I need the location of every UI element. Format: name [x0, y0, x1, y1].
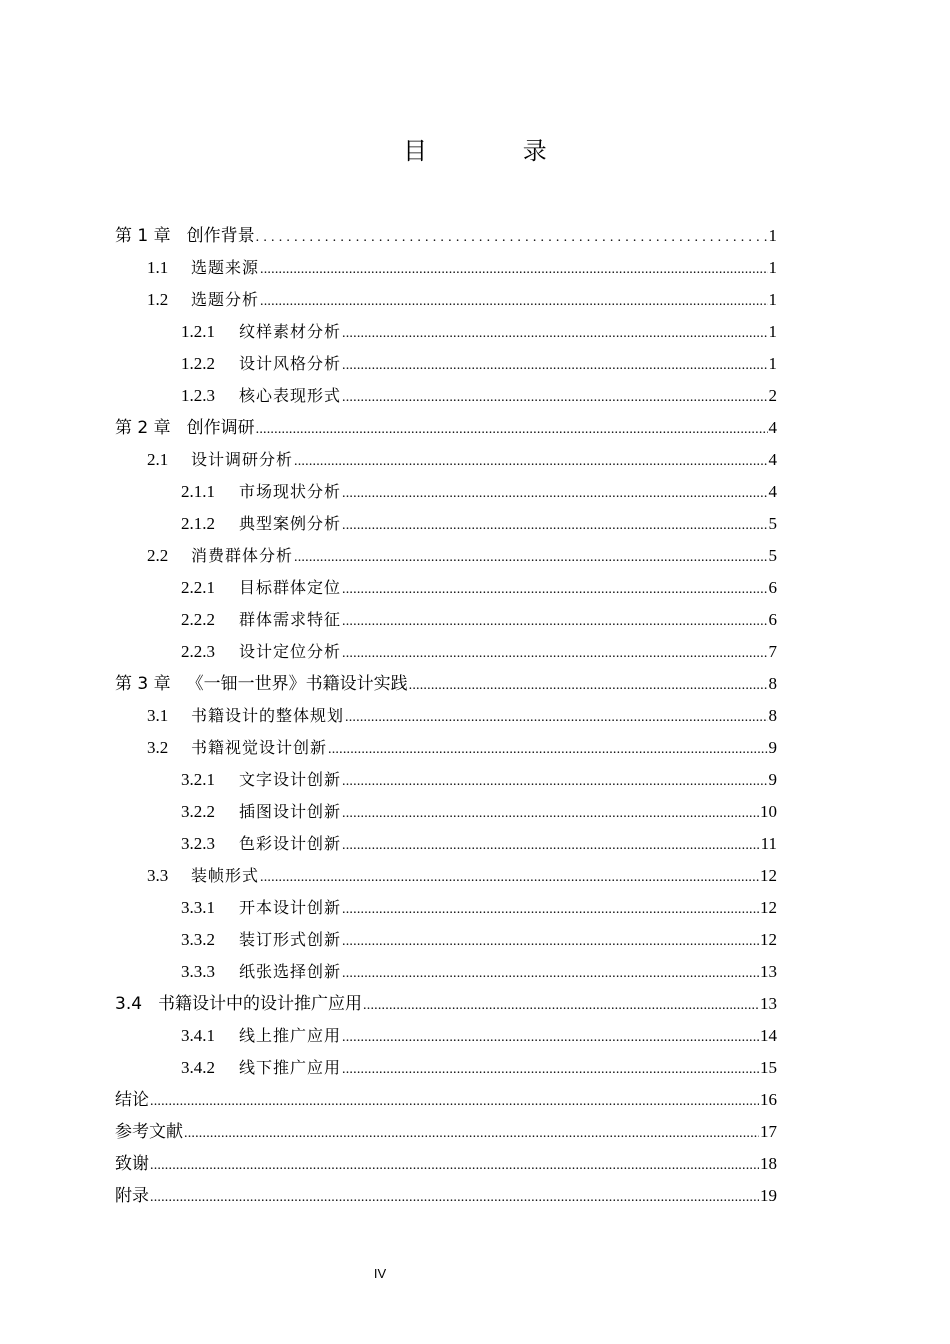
toc-entry-label: 选题分析 — [191, 290, 260, 309]
toc-entry-label: 《一钿一世界》书籍设计实践 — [186, 674, 408, 694]
toc-entry-number: 3.3.1 — [181, 898, 215, 917]
toc-entry-page: 8 — [768, 674, 777, 693]
toc-dot-leader — [342, 350, 767, 382]
toc-entry-label: 纸张选择创新 — [239, 962, 342, 981]
toc-entry[interactable] — [115, 1148, 777, 1180]
toc-entry-label: 典型案例分析 — [239, 514, 342, 533]
toc-dot-leader — [294, 542, 767, 574]
toc-dot-leader — [150, 1150, 759, 1182]
toc-entry-label: 目标群体定位 — [239, 578, 342, 597]
toc-entry-page: 13 — [760, 962, 777, 981]
toc-entry-label: 消费群体分析 — [191, 546, 294, 565]
toc-entry-label: 装帧形式 — [191, 866, 260, 885]
toc-entry-label: 创作调研 — [186, 418, 255, 438]
toc-entry[interactable] — [115, 1116, 777, 1148]
toc-dot-leader — [294, 446, 767, 478]
toc-dot-leader — [342, 638, 767, 670]
toc-dot-leader — [409, 670, 768, 702]
toc-dot-leader — [342, 574, 767, 606]
toc-entry[interactable] — [115, 444, 777, 476]
toc-dot-leader — [342, 830, 760, 862]
toc-entry-page: 4 — [768, 418, 777, 437]
toc-dot-leader — [150, 1182, 759, 1214]
toc-entry[interactable] — [115, 604, 777, 636]
toc-entry-label: 设计调研分析 — [191, 450, 294, 469]
toc-entry[interactable] — [115, 796, 777, 828]
toc-entry-page: 19 — [760, 1186, 777, 1205]
toc-entry[interactable] — [115, 700, 777, 732]
toc-dot-leader — [260, 862, 759, 894]
toc-dot-leader — [256, 414, 768, 446]
toc-entry-page: 5 — [768, 514, 777, 533]
toc-entry-page: 4 — [768, 482, 777, 501]
toc-entry-number: 1.2 — [147, 290, 169, 309]
toc-dot-leader — [342, 926, 759, 958]
toc-entry[interactable] — [115, 412, 777, 444]
toc-entry[interactable] — [115, 892, 777, 924]
toc-entry-number: 2.1.2 — [181, 514, 215, 533]
toc-dot-leader — [342, 478, 767, 510]
toc-entry-label: 装订形式创新 — [239, 930, 342, 949]
toc-entry[interactable] — [115, 348, 777, 380]
toc-dot-leader — [150, 1086, 759, 1118]
toc-entry-page: 1 — [768, 290, 777, 309]
toc-entry-number: 2.2.2 — [181, 610, 215, 629]
toc-entry-page: 4 — [768, 450, 777, 469]
toc-entry[interactable] — [115, 1084, 777, 1116]
toc-entry-page: 1 — [768, 354, 777, 373]
toc-entry-label: 结论 — [115, 1090, 149, 1110]
toc-entry-label: 纹样素材分析 — [239, 322, 342, 341]
toc-entry-page: 1 — [768, 258, 777, 277]
toc-entry[interactable] — [115, 636, 777, 668]
toc-entry-page: 8 — [768, 706, 777, 725]
toc-entry-number: 3.3.3 — [181, 962, 215, 981]
toc-entry-number: 3.2.3 — [181, 834, 215, 853]
toc-entry-page: 12 — [760, 866, 777, 885]
toc-dot-leader — [184, 1118, 759, 1150]
toc-entry-label: 书籍设计中的设计推广应用 — [158, 994, 363, 1014]
toc-dot-leader — [342, 382, 767, 414]
toc-entry-page: 6 — [768, 578, 777, 597]
toc-entry[interactable] — [115, 380, 777, 412]
toc-entry-number: 3.4 — [115, 994, 143, 1014]
toc-entry[interactable] — [115, 668, 777, 700]
toc-entry-number: 第 2 章 — [115, 418, 171, 438]
toc-entry-number: 1.1 — [147, 258, 169, 277]
toc-entry[interactable] — [115, 540, 777, 572]
toc-entry[interactable] — [115, 508, 777, 540]
toc-dot-leader — [345, 702, 767, 734]
toc-entry-label: 附录 — [115, 1186, 149, 1206]
toc-entry-label: 核心表现形式 — [239, 386, 342, 405]
toc-entry[interactable] — [115, 956, 777, 988]
toc-entry-page: 7 — [768, 642, 777, 661]
toc-entry-label: 致谢 — [115, 1154, 149, 1174]
toc-entry-page: 5 — [768, 546, 777, 565]
toc-title: 目 录 — [403, 137, 591, 165]
toc-entry-label: 设计风格分析 — [239, 354, 342, 373]
toc-dot-leader — [260, 286, 767, 318]
toc-entry-number: 2.1.1 — [181, 482, 215, 501]
toc-entry-page: 18 — [760, 1154, 777, 1173]
toc-entry-page: 14 — [760, 1026, 777, 1045]
toc-entry-number: 3.3.2 — [181, 930, 215, 949]
toc-entry-page: 11 — [760, 834, 777, 853]
toc-entry-label: 选题来源 — [191, 258, 260, 277]
toc-entry-label: 创作背景 — [186, 226, 255, 246]
toc-entry-page: 9 — [768, 738, 777, 757]
table-of-contents — [115, 220, 777, 1212]
toc-entry-page: 17 — [760, 1122, 777, 1141]
toc-entry-number: 2.2.3 — [181, 642, 215, 661]
toc-entry-page: 10 — [760, 802, 777, 821]
toc-entry-number: 3.2 — [147, 738, 169, 757]
toc-entry-label: 开本设计创新 — [239, 898, 342, 917]
toc-entry[interactable] — [115, 316, 777, 348]
toc-entry-label: 设计定位分析 — [239, 642, 342, 661]
toc-entry-page: 1 — [768, 322, 777, 341]
toc-dot-leader — [328, 734, 767, 766]
toc-entry[interactable] — [115, 764, 777, 796]
toc-entry-number: 第 3 章 — [115, 674, 171, 694]
toc-entry-number: 1.2.2 — [181, 354, 215, 373]
toc-entry-page: 2 — [768, 386, 777, 405]
toc-entry[interactable] — [115, 828, 777, 860]
toc-entry-label: 线上推广应用 — [239, 1026, 342, 1045]
toc-dot-leader — [256, 222, 768, 254]
toc-entry[interactable] — [115, 476, 777, 508]
toc-dot-leader — [342, 766, 767, 798]
toc-dot-leader — [342, 894, 759, 926]
toc-dot-leader — [342, 1054, 759, 1086]
toc-entry[interactable] — [115, 572, 777, 604]
toc-entry-number: 3.4.1 — [181, 1026, 215, 1045]
toc-entry[interactable] — [115, 284, 777, 316]
toc-entry-page: 16 — [760, 1090, 777, 1109]
toc-entry[interactable] — [115, 924, 777, 956]
toc-entry[interactable] — [115, 988, 777, 1020]
toc-dot-leader — [342, 798, 759, 830]
toc-entry-label: 市场现状分析 — [239, 482, 342, 501]
toc-entry-label: 群体需求特征 — [239, 610, 342, 629]
toc-entry[interactable] — [115, 220, 777, 252]
toc-dot-leader — [342, 318, 767, 350]
toc-entry-label: 书籍视觉设计创新 — [191, 738, 328, 757]
toc-entry-number: 3.2.2 — [181, 802, 215, 821]
toc-entry-label: 参考文献 — [115, 1122, 183, 1142]
toc-dot-leader — [260, 254, 767, 286]
toc-entry-label: 色彩设计创新 — [239, 834, 342, 853]
toc-dot-leader — [342, 606, 767, 638]
toc-entry-number: 3.3 — [147, 866, 169, 885]
toc-entry[interactable] — [115, 252, 777, 284]
toc-entry-number: 2.2 — [147, 546, 169, 565]
toc-dot-leader — [342, 510, 767, 542]
toc-dot-leader — [342, 958, 759, 990]
toc-entry-number: 3.1 — [147, 706, 169, 725]
toc-entry-label: 插图设计创新 — [239, 802, 342, 821]
toc-entry-number: 2.2.1 — [181, 578, 215, 597]
toc-entry-page: 12 — [760, 898, 777, 917]
toc-entry[interactable] — [115, 1180, 777, 1212]
page-number: IV — [373, 1266, 387, 1281]
toc-entry-number: 1.2.3 — [181, 386, 215, 405]
toc-entry-number: 1.2.1 — [181, 322, 215, 341]
toc-entry[interactable] — [115, 860, 777, 892]
toc-entry-number: 3.2.1 — [181, 770, 215, 789]
toc-entry-page: 13 — [760, 994, 777, 1013]
toc-entry-page: 15 — [760, 1058, 777, 1077]
toc-entry-label: 线下推广应用 — [239, 1058, 342, 1077]
toc-entry-number: 第 1 章 — [115, 226, 171, 246]
toc-entry-page: 12 — [760, 930, 777, 949]
toc-entry-page: 1 — [768, 226, 777, 245]
toc-entry-label: 书籍设计的整体规划 — [191, 706, 345, 725]
toc-entry[interactable] — [115, 1052, 777, 1084]
toc-entry-label: 文字设计创新 — [239, 770, 342, 789]
toc-dot-leader — [342, 1022, 759, 1054]
toc-entry[interactable] — [115, 732, 777, 764]
toc-dot-leader — [363, 990, 759, 1022]
toc-entry-page: 9 — [768, 770, 777, 789]
toc-entry-number: 3.4.2 — [181, 1058, 215, 1077]
toc-entry-page: 6 — [768, 610, 777, 629]
toc-entry[interactable] — [115, 1020, 777, 1052]
toc-entry-number: 2.1 — [147, 450, 169, 469]
